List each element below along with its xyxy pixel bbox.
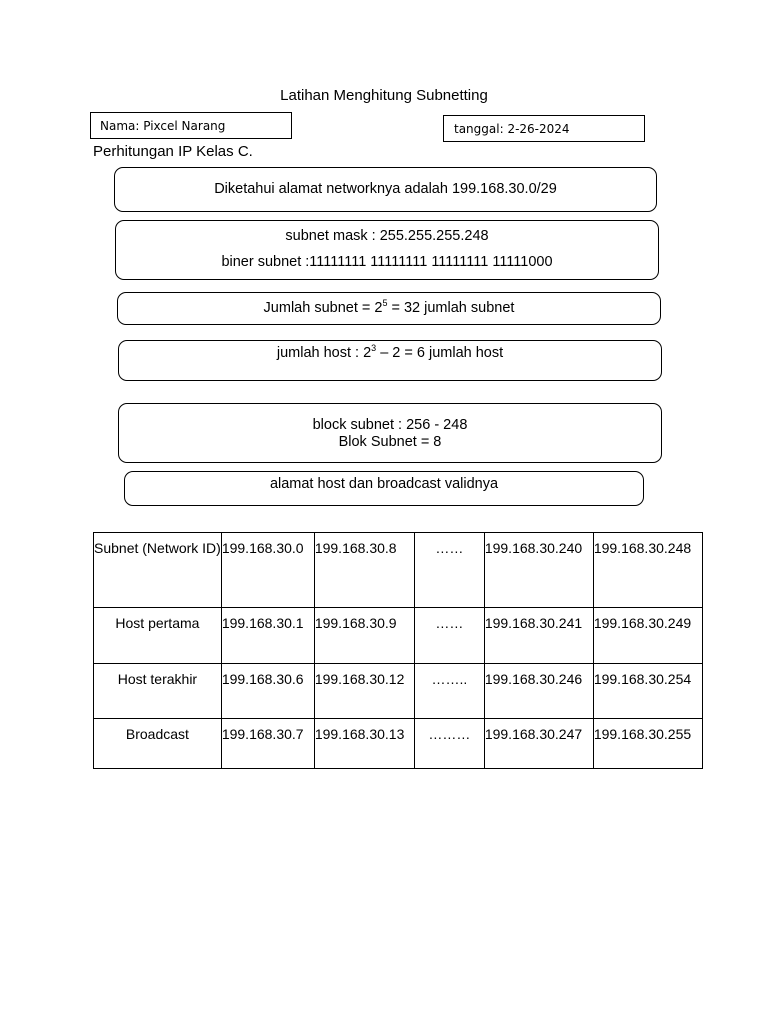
table-cell: 199.168.30.6 (221, 664, 314, 719)
row-label: Broadcast (94, 719, 222, 769)
table-cell: 199.168.30.12 (314, 664, 414, 719)
table-cell: 199.168.30.1 (221, 608, 314, 664)
subnet-mask-text: subnet mask : 255.255.255.248 (285, 228, 489, 244)
table-cell: 199.168.30.8 (314, 533, 414, 608)
section-subtitle: Perhitungan IP Kelas C. (93, 143, 253, 160)
table-cell: 199.168.30.0 (221, 533, 314, 608)
table-cell: 199.168.30.254 (593, 664, 702, 719)
table-row (94, 719, 703, 769)
table-cell: 199.168.30.7 (221, 719, 314, 769)
table-cell: 199.168.30.246 (484, 664, 593, 719)
table-cell: …… (414, 608, 484, 664)
table-cell: 199.168.30.247 (484, 719, 593, 769)
table-cell: 199.168.30.9 (314, 608, 414, 664)
block-subnet-panel (118, 403, 662, 463)
table-cell: 199.168.30.240 (484, 533, 593, 608)
table-cell: ……… (414, 719, 484, 769)
row-label: Host terakhir (94, 664, 222, 719)
network-panel (114, 167, 657, 212)
table-row (94, 608, 703, 664)
binary-subnet-text: biner subnet :11111111 11111111 11111111 11111000 (221, 254, 553, 271)
table-cell: …….. (414, 664, 484, 719)
row-label: Host pertama (94, 608, 222, 664)
table-cell: 199.168.30.13 (314, 719, 414, 769)
table-cell: 199.168.30.249 (593, 608, 702, 664)
table-row (94, 664, 703, 719)
table-cell: 199.168.30.241 (484, 608, 593, 664)
date-field: tanggal: 2-26-2024 (443, 115, 645, 142)
valid-address-panel (124, 471, 644, 506)
subnet-count-panel (117, 292, 661, 325)
name-field: Nama: Pixcel Narang (90, 112, 292, 139)
host-count-text: jumlah host : $2^3 - 2 = 6$ jumlah host (276, 343, 504, 361)
host-count-panel (118, 340, 662, 381)
network-text: Diketahui alamat networknya adalah 199.168.30.0/29 (214, 180, 557, 197)
host-exponent: 3 (371, 343, 377, 353)
subnet-mask-panel (115, 220, 659, 280)
block-subnet-line2: Blok Subnet = 8 (338, 434, 442, 450)
table-cell: …… (414, 533, 484, 608)
subnet-table (93, 532, 703, 769)
table-cell: 199.168.30.255 (593, 719, 702, 769)
block-subnet-line1: block subnet : 256 - 248 (312, 416, 468, 433)
subnet-count-text: Jumlah subnet = $2^5 = 32$ jumlah subnet (263, 297, 515, 316)
table-cell: 199.168.30.248 (593, 533, 702, 608)
page-title: Latihan Menghitung Subnetting (280, 87, 488, 104)
valid-address-text: alamat host dan broadcast validnya (269, 476, 499, 492)
subnet-exponent: 5 (382, 297, 388, 308)
table-row (94, 533, 703, 608)
row-label: Subnet (Network ID) (94, 533, 222, 608)
